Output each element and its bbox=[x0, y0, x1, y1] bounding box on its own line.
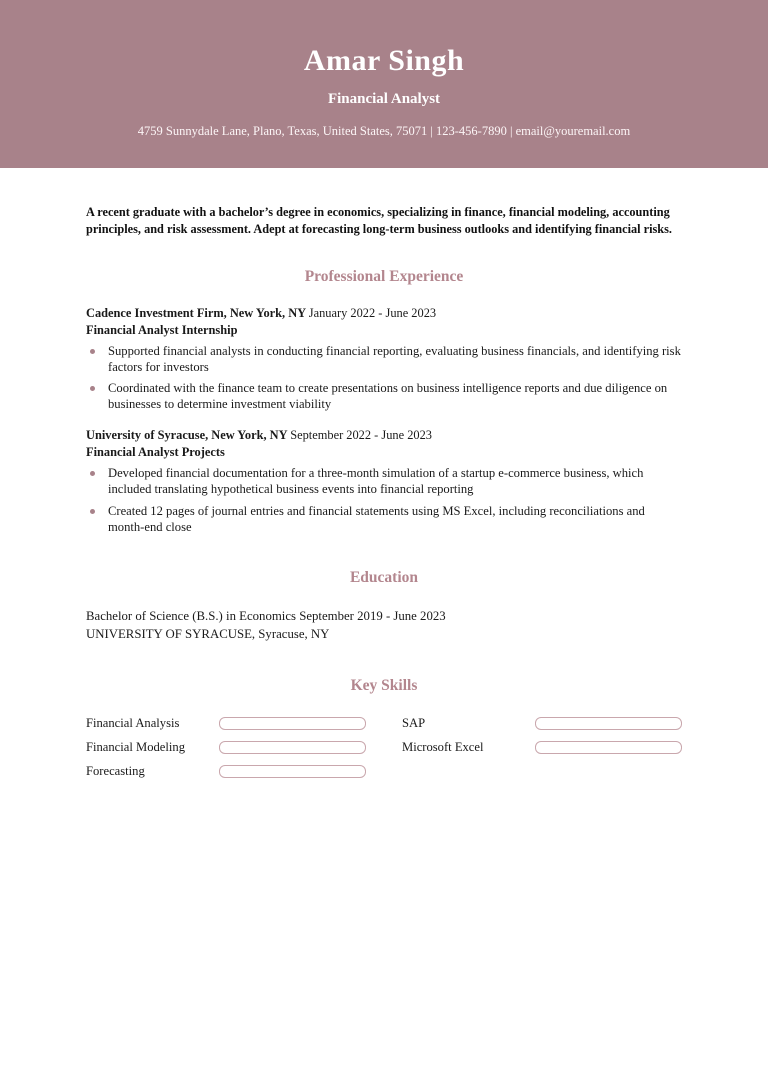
bullet-text: Coordinated with the finance team to create presentations on business intelligence reports and due diligence on businesses to determine investment viability bbox=[108, 381, 668, 412]
bullet-text: Supported financial analysts in conducting financial reporting, evaluating business financials, and identifying risk factors for investors bbox=[108, 343, 681, 375]
experience-org: University of Syracuse, New York, NY bbox=[86, 428, 291, 443]
section-title-education: Education bbox=[349, 568, 419, 586]
skill-level-bar bbox=[219, 765, 366, 778]
skill-level-bar bbox=[535, 741, 682, 754]
section-title-skills: Key Skills bbox=[350, 677, 418, 695]
experience-dates: September 2022 - June 2023 bbox=[290, 428, 432, 443]
skill-label: SAP bbox=[402, 716, 426, 731]
skill-row bbox=[402, 715, 682, 732]
resume-body bbox=[0, 168, 768, 787]
list-item bbox=[86, 465, 682, 497]
skill-row bbox=[86, 763, 366, 780]
experience-org-line bbox=[86, 428, 682, 443]
experience-role: Financial Analyst Projects bbox=[86, 445, 225, 460]
resume-header bbox=[0, 0, 768, 168]
header-contact-line: 4759 Sunnydale Lane, Plano, Texas, United States, 75071 | 123-456-7890 | email@youremail.com bbox=[137, 124, 631, 138]
skills-column-right bbox=[402, 715, 682, 787]
list-item bbox=[86, 503, 682, 535]
skill-level-bar bbox=[219, 717, 366, 730]
bullet-text: Developed financial documentation for a three-month simulation of a startup e-commerce business, which included translating hypothetical business events into financial reporting bbox=[108, 466, 644, 497]
list-item bbox=[86, 343, 682, 375]
section-experience bbox=[86, 268, 682, 535]
experience-bullet-list bbox=[86, 343, 682, 412]
skill-row bbox=[86, 715, 366, 732]
experience-org: Cadence Investment Firm, New York, NY bbox=[86, 305, 309, 320]
skill-label: Financial Modeling bbox=[86, 740, 185, 755]
experience-item bbox=[86, 306, 682, 412]
experience-bullet-list bbox=[86, 465, 682, 534]
page-title: Amar Singh bbox=[303, 44, 465, 77]
skills-column-left bbox=[86, 715, 366, 787]
list-item bbox=[86, 380, 682, 412]
skill-row bbox=[402, 739, 682, 756]
skill-level-bar bbox=[219, 741, 366, 754]
section-skills bbox=[86, 677, 682, 787]
skills-grid bbox=[86, 715, 682, 787]
experience-dates: January 2022 - June 2023 bbox=[308, 305, 437, 320]
section-title-experience: Professional Experience bbox=[304, 267, 464, 285]
experience-role: Financial Analyst Internship bbox=[86, 322, 238, 337]
education-school-line: UNIVERSITY OF SYRACUSE, Syracuse, NY bbox=[86, 626, 330, 641]
education-degree-line: Bachelor of Science (B.S.) in Economics September 2019 - June 2023 bbox=[86, 608, 446, 623]
skill-row bbox=[86, 739, 366, 756]
professional-summary: A recent graduate with a bachelor’s degree in economics, specializing in finance, financial modeling, accounting principles, and risk assessment. Adept at forecasting long-term business outlooks and identifying financial risks. bbox=[86, 205, 672, 236]
bullet-text: Created 12 pages of journal entries and financial statements using MS Excel, including reconciliations and month-end close bbox=[108, 503, 645, 534]
skill-label: Financial Analysis bbox=[86, 716, 180, 731]
skill-label: Microsoft Excel bbox=[402, 740, 484, 755]
experience-item bbox=[86, 428, 682, 534]
section-education bbox=[86, 569, 682, 643]
experience-org-line bbox=[86, 306, 682, 321]
header-job-title: Financial Analyst bbox=[327, 91, 441, 107]
skill-level-bar bbox=[535, 717, 682, 730]
skill-label: Forecasting bbox=[86, 764, 145, 779]
